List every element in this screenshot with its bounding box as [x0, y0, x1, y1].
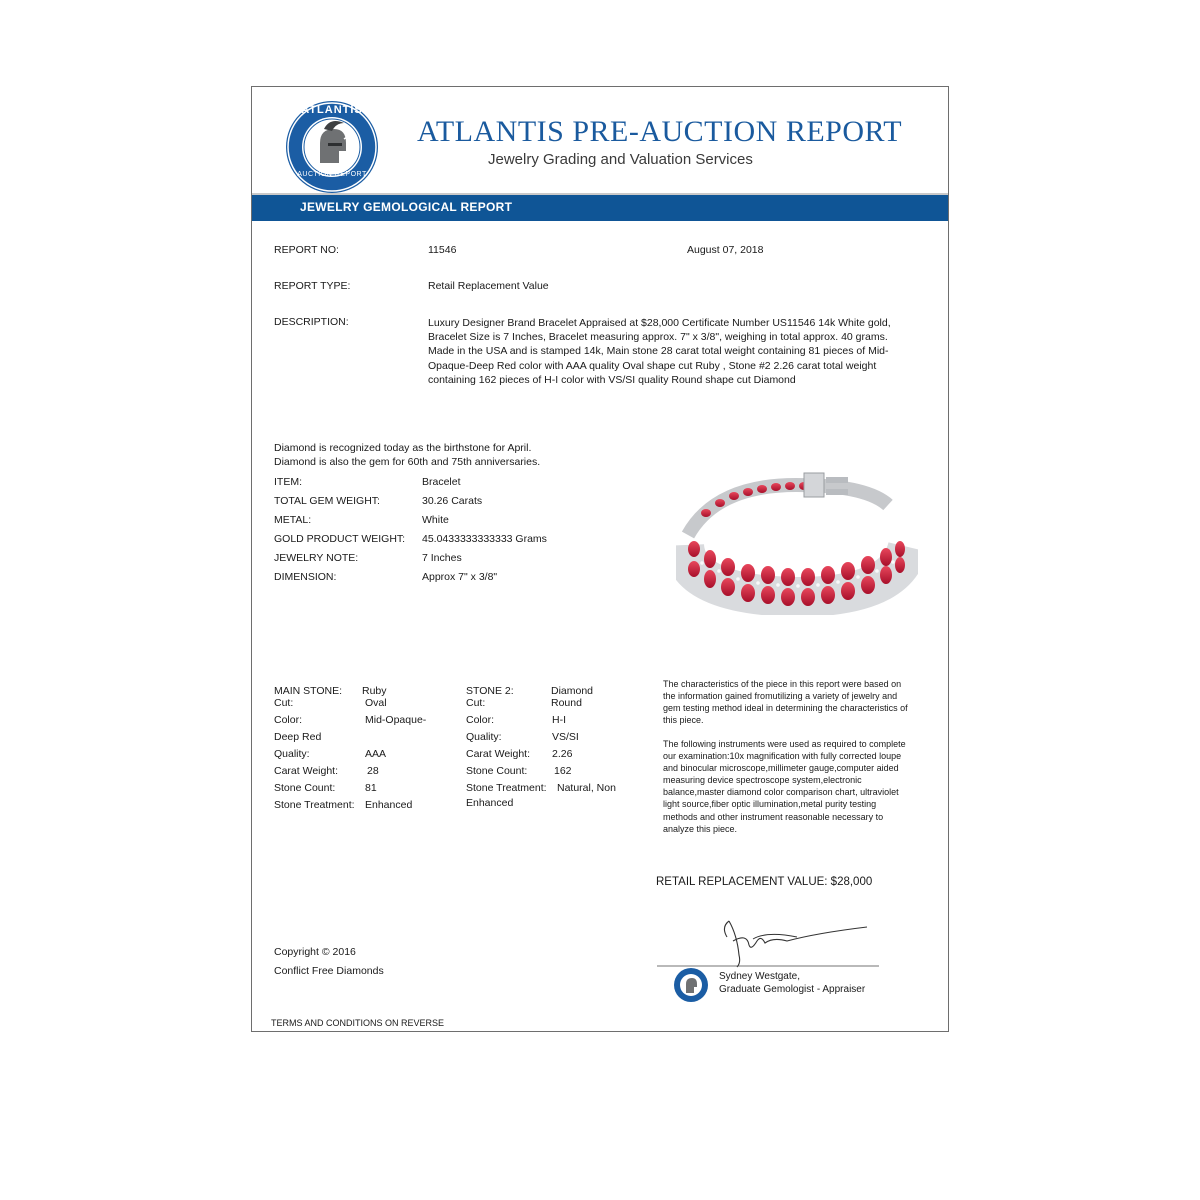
appraiser-signature [657, 911, 879, 969]
main-count-value: 81 [365, 782, 377, 794]
main-quality-label: Quality: [274, 748, 310, 760]
stone2-treatment-value-1: Natural, Non [557, 782, 616, 794]
dimension-label: DIMENSION: [274, 571, 337, 583]
stone2-color-value: H-I [552, 714, 566, 726]
total-gem-weight-value: 30.26 Carats [422, 495, 483, 507]
report-no-label: REPORT NO: [274, 244, 339, 256]
jewelry-note-label: JEWELRY NOTE: [274, 552, 359, 564]
stone2-count-value: 162 [554, 765, 572, 777]
terms-note: TERMS AND CONDITIONS ON REVERSE [271, 1018, 445, 1028]
description-text: Luxury Designer Brand Bracelet Appraised at $28,000 Certificate Number US11546 14k White gold, Bracelet Size is 7 Inches, Bracelet measuring approx. 7" x 3/8", weighing in total approx. 40 grams. Made in the USA and is stamped 14k, Main stone 28 carat total weight containing 81 pieces of Mid-Opaque-Deep Red color with AAA quality Oval shape cut Ruby , Stone #2 2.26 carat total weight containing 162 pieces of H-I color with VS/SI quality Round shape cut Diamond [428, 317, 891, 386]
main-carat-value: 28 [367, 765, 379, 777]
retail-value: RETAIL REPLACEMENT VALUE: $28,000 [656, 876, 873, 888]
metal-label: METAL: [274, 514, 312, 526]
birthstone-line-1: Diamond is recognized today as the birthstone for April. [274, 442, 532, 454]
dimension-value: Approx 7" x 3/8" [422, 571, 498, 583]
notes-paragraph-1: The characteristics of the piece in this report were based on the information gained fromutilizing a variety of jewelry and gem testing method ideal in determining the characteristics of this piece. [663, 679, 908, 726]
logo-text-bottom: AUCTION REPORT [297, 171, 367, 178]
main-cut-label: Cut: [274, 697, 294, 709]
stone2-treatment-label: Stone Treatment: [466, 782, 547, 794]
main-color-value-1: Mid-Opaque- [365, 714, 427, 726]
main-count-label: Stone Count: [274, 782, 336, 794]
jewelry-note-value: 7 Inches [422, 552, 462, 564]
report-sheet [251, 86, 949, 1032]
bracelet-image [676, 465, 918, 615]
stone2-color-label: Color: [466, 714, 495, 726]
appraiser-name: Sydney Westgate, [719, 971, 800, 982]
main-color-label: Color: [274, 714, 303, 726]
total-gem-weight-label: TOTAL GEM WEIGHT: [274, 495, 380, 507]
copyright: Copyright © 2016 [274, 946, 356, 958]
gold-weight-label: GOLD PRODUCT WEIGHT: [274, 533, 406, 545]
notes-paragraph-2: The following instruments were used as required to complete our examination:10x magnification with fully corrected loupe and binocular microscope,millimeter gauge,computer aided measuring device spectroscope system,electronic balance,master diamond color comparison chart, ultraviolet light source,fiber optic illumination,metal purity testing methods and other instrument reasonable necessary to analyze this piece. [663, 739, 906, 834]
stone2-cut-label: Cut: [466, 697, 486, 709]
main-stone-label: MAIN STONE: [274, 685, 343, 697]
stone2-count-label: Stone Count: [466, 765, 528, 777]
gold-weight-value: 45.0433333333333 Grams [422, 533, 547, 545]
report-no-value: 11546 [428, 244, 457, 256]
report-type-label: REPORT TYPE: [274, 280, 351, 292]
main-color-value-2: Deep Red [274, 731, 322, 743]
main-treatment-label: Stone Treatment: [274, 799, 355, 811]
stone2-carat-value: 2.26 [552, 748, 573, 760]
page-title: ATLANTIS PRE-AUCTION REPORT [417, 115, 903, 148]
section-band-label: JEWELRY GEMOLOGICAL REPORT [300, 200, 513, 214]
main-stone-value: Ruby [362, 685, 387, 697]
report-date: August 07, 2018 [687, 244, 764, 256]
description-label: DESCRIPTION: [274, 316, 349, 328]
logo-text-top: ATLANTIS [301, 104, 363, 116]
main-treatment-value: Enhanced [365, 799, 413, 811]
item-value: Bracelet [422, 476, 461, 488]
report-type-value: Retail Replacement Value [428, 280, 549, 292]
stone2-quality-label: Quality: [466, 731, 502, 743]
appraiser-title: Graduate Gemologist - Appraiser [719, 984, 866, 995]
stone2-value: Diamond [551, 685, 594, 697]
atlantis-seal [673, 967, 709, 1003]
stone2-carat-label: Carat Weight: [466, 748, 530, 760]
metal-value: White [422, 514, 449, 526]
conflict-free: Conflict Free Diamonds [274, 965, 384, 977]
birthstone-line-2: Diamond is also the gem for 60th and 75th anniversaries. [274, 456, 541, 468]
stone2-treatment-value-2: Enhanced [466, 797, 514, 809]
main-cut-value: Oval [365, 697, 387, 709]
section-band [252, 193, 948, 221]
stone2-label: STONE 2: [466, 685, 514, 697]
page-subtitle: Jewelry Grading and Valuation Services [488, 151, 753, 168]
item-label: ITEM: [274, 476, 302, 488]
main-quality-value: AAA [365, 748, 387, 760]
stone2-cut-value: Round [551, 697, 582, 709]
stone2-quality-value: VS/SI [552, 731, 579, 743]
main-carat-label: Carat Weight: [274, 765, 338, 777]
